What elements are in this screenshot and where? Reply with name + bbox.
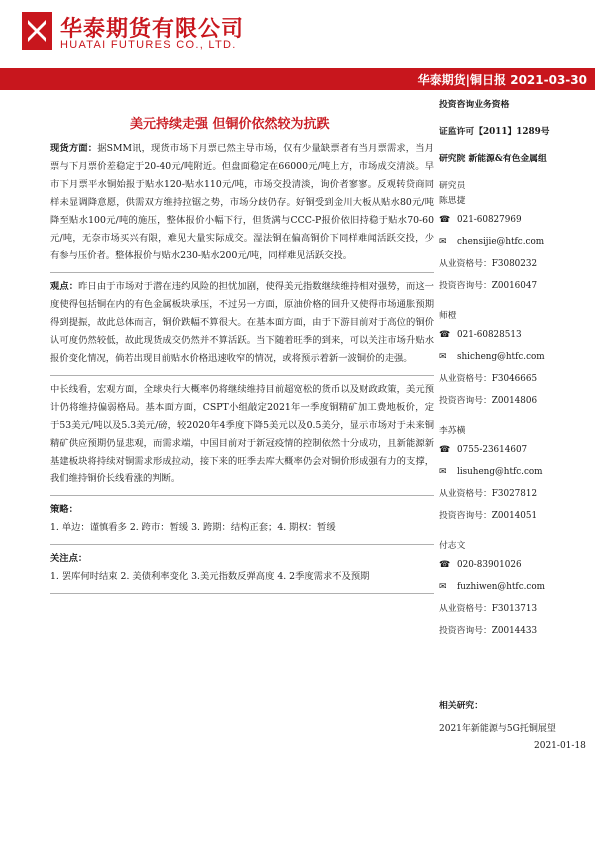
related-heading: 相关研究： <box>439 701 483 711</box>
sidebar <box>439 98 589 642</box>
institute: 研究院 新能源&有色金属组 <box>439 154 547 164</box>
strategy-text: 1. 单边：谨慎看多 2. 跨市：暂缓 3. 跨期：结构正套；4. 期权：暂缓 <box>50 522 336 534</box>
focus-text: 1. 罢库何时结束 2. 美债利率变化 3.美元指数反弹高度 4. 2季度需求不及预期 <box>50 571 370 583</box>
analyst-phone: 021-60827969 <box>457 214 522 225</box>
report-header-bar <box>0 68 595 90</box>
analyst-card <box>439 309 589 412</box>
divider <box>50 544 434 545</box>
strategy-heading: 策略： <box>50 504 78 516</box>
analyst-name: 陈思捷 <box>439 196 466 206</box>
analyst-consult: 投资咨询号：Z0014806 <box>439 395 538 406</box>
analyst-email[interactable]: shicheng@htfc.com <box>457 351 545 362</box>
related-date: 2021-01-18 <box>534 741 586 751</box>
spot-paragraph <box>50 140 434 265</box>
license: 证监许可【2011】1289号 <box>439 127 550 137</box>
report-tag: 华泰期货|铜日报 2021-03-30 <box>417 73 587 87</box>
analyst-consult: 投资咨询号：Z0014051 <box>439 510 538 521</box>
analyst-email[interactable]: chensijie@htfc.com <box>457 236 545 247</box>
email-icon: ✉ <box>439 236 447 247</box>
analyst-name: 李苏横 <box>439 426 466 436</box>
phone-icon: ☎ <box>439 444 451 455</box>
analyst-consult: 投资咨询号：Z0014433 <box>439 625 538 636</box>
view-text: 昨日由于市场对于潜在违约风险的担忧加剧，使得美元指数继续维持相对强势，而这一度使得包括铜在内的有色金属板块承压，不过另一方面，原油价格的回升又使得市场通胀预期得到提振，故此总体而言，铜价跌幅不算很大。在基本面方面，由于下游目前对于高位的铜价认可度仍然较低，故此现货成交仍然并不算活跃。当下随着旺季的到来，可以关注市场升贴水报价变化情况，倘若出现目前贴水价格迅速收窄的情况，或将预示着新一波铜价的走强。 <box>50 281 434 364</box>
analyst-consult: 投资咨询号：Z0016047 <box>439 280 538 291</box>
view-paragraph <box>50 278 434 368</box>
divider <box>50 375 434 376</box>
analyst-card <box>439 539 589 642</box>
main-content <box>50 140 434 599</box>
analyst-phone: 0755-23614607 <box>457 444 528 455</box>
divider <box>50 593 434 594</box>
focus-heading: 关注点： <box>50 553 88 565</box>
analyst-name: 付志文 <box>439 541 466 551</box>
analyst-name: 师橙 <box>439 311 457 321</box>
divider <box>50 495 434 496</box>
analyst-email[interactable]: fuzhiwen@htfc.com <box>457 581 545 592</box>
phone-icon: ☎ <box>439 559 451 570</box>
phone-icon: ☎ <box>439 329 451 340</box>
midlong-paragraph: 中长线看，宏观方面，全球央行大概率仍将继续维持目前超宽松的货币以及财政政策，美元预计仍将维持偏弱格局。基本面方面，CSPT小组敲定2021年一季度铜精矿加工费地板价，定于53美元/吨以及5.3美元/磅，较2020年4季度下降5美元以及0.5美分，显示市场对于未来铜精矿供应预期仍显悲观，而需求端，中国目前对于新冠疫情的控制依然十分成功，且新能源新基建板块将持续对铜需求形成拉动，接下来的旺季去库大概率仍会对铜价形成强有力的支撑，我们维持铜价长线看涨的判断。 <box>50 383 434 485</box>
analyst-license: 从业资格号：F3013713 <box>439 603 538 614</box>
analyst-card <box>439 424 589 527</box>
email-icon: ✉ <box>439 581 447 592</box>
view-label: 观点： <box>50 281 79 293</box>
related-item[interactable]: 2021年新能源与5G托铜展望 <box>439 724 556 734</box>
spot-text: 据SMM讯，现货市场下月票已然主导市场，仅有少量缺票者有当月票需求，当月票与下月票价差稳定于20-40元/吨附近。但盘面稳定在66000元/吨上方，市场成交清淡。早市下月票平水铜始报于贴水120-贴水110元/吨，市场交投清淡，询价者寥寥。反观转贷商同样未显调降意愿，供需双方维持拉锯之势，市场分歧仍存。好铜受到金川大板从贴水80元/吨降至贴水100元/吨的施压，整体报价小幅下行，但货满与CCC-P报价依旧持稳于贴水70-60元/吨，无奈市场买兴有限，难见大量实际成交。湿法铜在偏高铜价下同样难闻活跃交投，少有参与压价者。整体报价与贴水230-贴水200元/吨，同样难见活跃交投。 <box>50 143 434 262</box>
analyst-email[interactable]: lisuheng@htfc.com <box>457 466 543 477</box>
analyst-license: 从业资格号：F3027812 <box>439 488 538 499</box>
analyst-phone: 021-60828513 <box>457 329 522 340</box>
email-icon: ✉ <box>439 466 447 477</box>
company-name-en: HUATAI FUTURES CO., LTD. <box>60 39 237 51</box>
analyst-license: 从业资格号：F3080232 <box>439 258 538 269</box>
divider <box>50 272 434 273</box>
report-title: 美元持续走强 但铜价依然较为抗跌 <box>130 117 330 132</box>
company-logo <box>22 12 52 50</box>
phone-icon: ☎ <box>439 214 451 225</box>
company-name-cn: 华泰期货有限公司 <box>60 17 245 42</box>
role: 研究员 <box>439 181 466 191</box>
lead-title: 投资咨询业务资格 <box>439 100 510 110</box>
analyst-card <box>439 194 589 297</box>
analyst-phone: 020-83901026 <box>457 559 522 570</box>
spot-label: 现货方面： <box>50 143 98 154</box>
analyst-license: 从业资格号：F3046665 <box>439 373 538 384</box>
email-icon: ✉ <box>439 351 447 362</box>
